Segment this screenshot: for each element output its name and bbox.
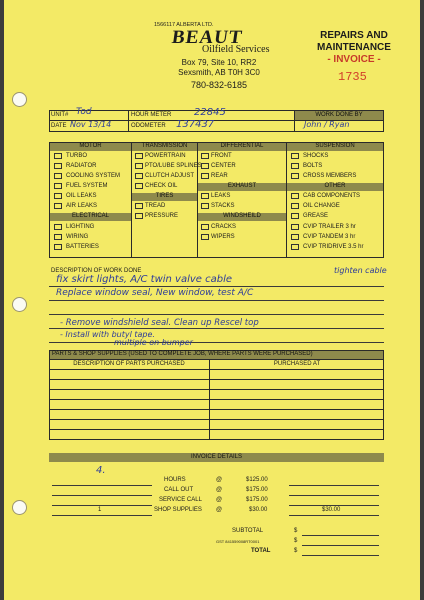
- shocks-label: SHOCKS: [303, 153, 329, 159]
- work-line-5: multiple on bumper: [114, 338, 193, 347]
- pressure-label: PRESSURE: [145, 213, 179, 219]
- tires-header: TIRES: [155, 193, 174, 199]
- windshield-header: WINDSHEILD: [223, 213, 261, 219]
- grease-label: GREASE: [303, 213, 329, 219]
- parts-title: PARTS & SHOP SUPPLIES (USED TO COMPLETE JOB, WHERE PARTS WERE PURCHASED): [52, 351, 313, 357]
- total-currency: $: [294, 548, 298, 554]
- oil-leaks-checkbox[interactable]: [54, 193, 62, 199]
- cracks-checkbox[interactable]: [201, 224, 209, 230]
- cvip-tridrive-label: CVIP TRIDRIVE 3.5 hr: [303, 244, 364, 250]
- service-call-rate: $175.00: [246, 497, 268, 503]
- powertrain-checkbox[interactable]: [135, 153, 143, 159]
- work-line-1: fix skirt lights, A/C twin valve cable: [56, 274, 233, 285]
- shocks-checkbox[interactable]: [291, 153, 299, 159]
- other-header: OTHER: [324, 183, 346, 189]
- check-oil-checkbox[interactable]: [135, 183, 143, 189]
- check-oil-label: CHECK OIL: [145, 183, 178, 189]
- grease-checkbox[interactable]: [291, 213, 299, 219]
- subtotal-currency: $: [294, 528, 298, 534]
- rear-label: REAR: [211, 173, 228, 179]
- cab-components-label: CAB COMPONENTS: [303, 193, 361, 199]
- lighting-checkbox[interactable]: [54, 224, 62, 230]
- phone-number: 780-832-6185: [190, 80, 248, 90]
- call-out-at: @: [216, 487, 223, 493]
- shop-supplies-label: SHOP SUPPLIES: [154, 507, 202, 513]
- cracks-label: CRACKS: [211, 224, 237, 230]
- fuel-system-label: FUEL SYSTEM: [66, 183, 108, 189]
- service-call-label: SERVICE CALL: [159, 497, 202, 503]
- clutch-adjust-label: CLUTCH ADJUST: [145, 173, 195, 179]
- shop-supplies-qty: 1: [98, 507, 102, 513]
- rear-checkbox[interactable]: [201, 173, 209, 179]
- title-line-2: MAINTENANCE: [317, 42, 391, 53]
- stacks-checkbox[interactable]: [201, 203, 209, 209]
- turbo-label: TURBO: [66, 153, 87, 159]
- air-leaks-checkbox[interactable]: [54, 203, 62, 209]
- cross-members-label: CROSS MEMBERS: [303, 173, 357, 179]
- differential-header: DIFFERENTIAL: [220, 143, 264, 149]
- fuel-system-checkbox[interactable]: [54, 183, 62, 189]
- company-number: 1566117 ALBERTA LTD.: [154, 22, 214, 28]
- shop-supplies-at: @: [216, 507, 223, 513]
- exhaust-leaks-checkbox[interactable]: [201, 193, 209, 199]
- wiring-label: WIRING: [66, 234, 89, 240]
- hour-meter-label: HOUR METER: [131, 112, 172, 118]
- work-line-1b: tighten cable: [334, 266, 387, 275]
- hours-rate: $125.00: [246, 477, 268, 483]
- turbo-checkbox[interactable]: [54, 153, 62, 159]
- hour-meter-value: 22845: [194, 107, 226, 118]
- odometer-value: 137437: [176, 119, 215, 130]
- shop-supplies-rate: $30.00: [249, 507, 268, 513]
- transmission-header: TRANSMISSION: [141, 143, 188, 149]
- invoice-sheet: [4, 0, 420, 600]
- parts-col-description: DESCRIPTION OF PARTS PURCHASED: [73, 361, 185, 367]
- gst-label: GST 841559008RT0001: [216, 539, 260, 544]
- tread-label: TREAD: [145, 203, 166, 209]
- wiring-checkbox[interactable]: [54, 234, 62, 240]
- stacks-label: STACKS: [211, 203, 235, 209]
- exhaust-header: EXHAUST: [227, 183, 257, 189]
- work-description-label: DESCRIPTION OF WORK DONE: [51, 268, 142, 274]
- binder-hole: [12, 297, 27, 312]
- radiator-checkbox[interactable]: [54, 163, 62, 169]
- call-out-rate: $175.00: [246, 487, 268, 493]
- cab-components-checkbox[interactable]: [291, 193, 299, 199]
- hours-at: @: [216, 477, 223, 483]
- date-label: DATE: [51, 123, 67, 129]
- oil-change-label: OIL CHANGE: [303, 203, 340, 209]
- powertrain-label: POWERTRAIN: [145, 153, 186, 159]
- title-line-3: - INVOICE -: [327, 54, 381, 65]
- unit-label: UNIT#: [51, 112, 69, 118]
- title-line-1: REPAIRS AND: [320, 30, 388, 41]
- tread-checkbox[interactable]: [135, 203, 143, 209]
- work-done-by-value: John / Ryan: [304, 120, 350, 129]
- front-checkbox[interactable]: [201, 153, 209, 159]
- hours-quantity-handwritten: 4.: [96, 465, 106, 476]
- odometer-label: ODOMETER: [131, 123, 166, 129]
- work-line-2: Replace window seal, New window, test A/C: [56, 288, 254, 298]
- shop-supplies-total: $30.00: [322, 507, 341, 513]
- batteries-checkbox[interactable]: [54, 244, 62, 250]
- air-leaks-label: AIR LEAKS: [66, 203, 98, 209]
- oil-change-checkbox[interactable]: [291, 203, 299, 209]
- work-line-4: - Install with butyl tape.: [60, 330, 155, 339]
- bolts-checkbox[interactable]: [291, 163, 299, 169]
- hours-label: HOURS: [164, 477, 186, 483]
- cvip-tandem-label: CVIP TANDEM 3 hr: [303, 234, 356, 240]
- wipers-label: WIPERS: [211, 234, 235, 240]
- cross-members-checkbox[interactable]: [291, 173, 299, 179]
- center-label: CENTER: [211, 163, 236, 169]
- invoice-number: 1735: [338, 70, 367, 84]
- suspension-header: SUSPENSION: [315, 143, 355, 149]
- lighting-label: LIGHTING: [66, 224, 95, 230]
- invoice-details-title: INVOICE DETAILS: [191, 454, 242, 460]
- center-checkbox[interactable]: [201, 163, 209, 169]
- total-label: TOTAL: [251, 548, 271, 554]
- cvip-trailer-checkbox[interactable]: [291, 224, 299, 230]
- electrical-header: ELECTRICAL: [71, 213, 109, 219]
- work-line-3: - Remove windshield seal. Clean up Rescel top: [60, 318, 259, 328]
- gst-currency: $: [294, 538, 298, 544]
- call-out-label: CALL OUT: [164, 487, 194, 493]
- date-value: Nov 13/14: [70, 120, 112, 129]
- pto-lube-splines-checkbox[interactable]: [135, 163, 143, 169]
- service-call-at: @: [216, 497, 223, 503]
- pressure-checkbox[interactable]: [135, 213, 143, 219]
- brand-subtitle: Oilfield Services: [202, 44, 270, 55]
- binder-hole: [12, 500, 27, 515]
- pto-lube-splines-label: PTO/LUBE SPLINES: [145, 163, 202, 169]
- batteries-label: BATTERIES: [66, 244, 99, 250]
- cooling-system-checkbox[interactable]: [54, 173, 62, 179]
- motor-header: MOTOR: [79, 143, 102, 149]
- address-line-2: Sexsmith, AB T0H 3C0: [178, 68, 260, 77]
- bolts-label: BOLTS: [303, 163, 323, 169]
- radiator-label: RADIATOR: [66, 163, 97, 169]
- clutch-adjust-checkbox[interactable]: [135, 173, 143, 179]
- unit-value: Tod: [76, 107, 92, 117]
- parts-col-purchased-at: PURCHASED AT: [273, 361, 321, 367]
- subtotal-label: SUBTOTAL: [232, 528, 264, 534]
- cooling-system-label: COOLING SYSTEM: [66, 173, 121, 179]
- wipers-checkbox[interactable]: [201, 234, 209, 240]
- front-label: FRONT: [211, 153, 232, 159]
- cvip-tandem-checkbox[interactable]: [291, 234, 299, 240]
- work-done-by-label: WORK DONE BY: [315, 112, 363, 118]
- oil-leaks-label: OIL LEAKS: [66, 193, 97, 199]
- binder-hole: [12, 92, 27, 107]
- cvip-trailer-label: CVIP TRAILER 3 hr: [303, 224, 356, 230]
- cvip-tridrive-checkbox[interactable]: [291, 244, 299, 250]
- brand-logo: BEAUT: [170, 27, 245, 48]
- address-line-1: Box 79, Site 10, RR2: [181, 58, 257, 67]
- exhaust-leaks-label: LEAKS: [211, 193, 231, 199]
